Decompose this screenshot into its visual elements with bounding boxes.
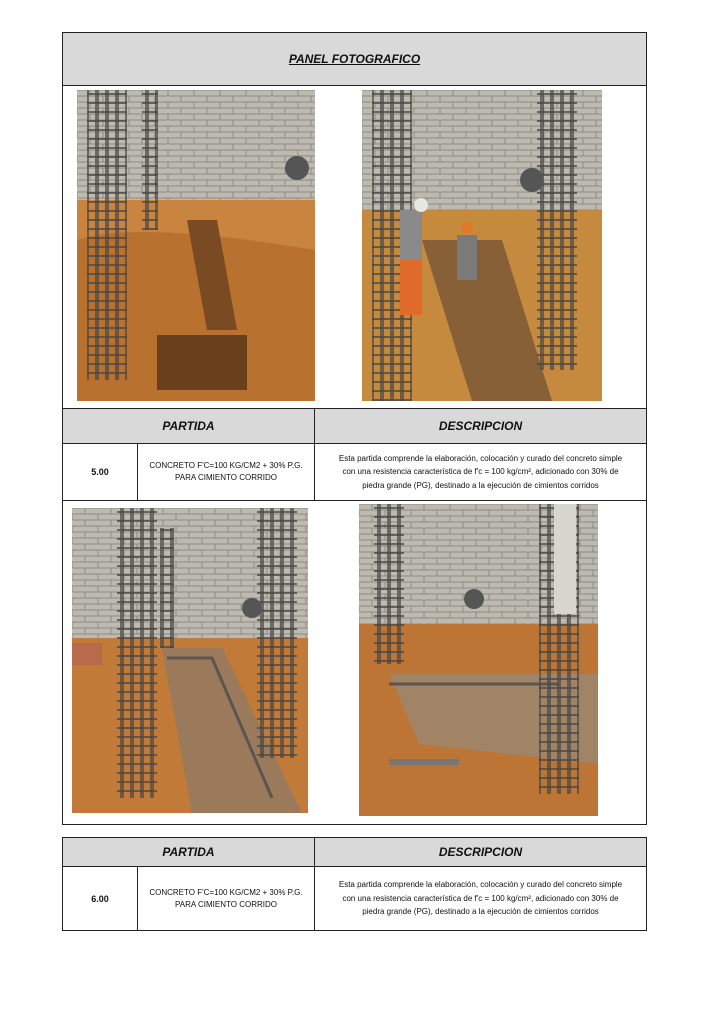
partida-name-line: PARA CIMIENTO CORRIDO xyxy=(175,473,277,482)
partida-name-cell xyxy=(137,866,315,931)
photo-foundation-concrete xyxy=(359,504,598,816)
panel-title-bar xyxy=(62,32,647,86)
description-line: con una resistencia característica de f'c = 100 kg/cm², adicionado con 30% de xyxy=(342,467,619,477)
description-line: piedra grande (PG), destinado a la ejecución de cimientos corridos xyxy=(362,480,599,490)
partida-code: 6.00 xyxy=(91,893,109,904)
partida-name-line: CONCRETO F'C=100 KG/CM2 + 30% P.G. xyxy=(149,461,303,470)
description-line: Esta partida comprende la elaboración, colocación y curado del concreto simple xyxy=(338,880,623,890)
description-line: Esta partida comprende la elaboración, colocación y curado del concreto simple xyxy=(338,453,623,463)
description-line: piedra grande (PG), destinado a la ejecución de cimientos corridos xyxy=(362,907,599,917)
description-cell xyxy=(314,443,647,501)
photo-excavation-trench xyxy=(77,90,315,401)
description-line: con una resistencia característica de f'c = 100 kg/cm², adicionado con 30% de xyxy=(342,893,619,903)
partida-code-cell xyxy=(62,866,138,931)
partida-header: PARTIDA xyxy=(62,408,315,444)
photo-workers-in-trench xyxy=(362,90,602,401)
description-cell xyxy=(314,866,647,931)
descripcion-header: DESCRIPCION xyxy=(314,837,647,867)
partida-header: PARTIDA xyxy=(62,837,315,867)
panel-title: PANEL FOTOGRAFICO xyxy=(288,52,421,66)
partida-code-cell xyxy=(62,443,138,501)
partida-code: 5.00 xyxy=(91,467,109,477)
partida-name-cell xyxy=(137,443,315,501)
descripcion-header: DESCRIPCION xyxy=(314,408,647,444)
photo-rebar-columns-foundation xyxy=(72,508,308,813)
partida-name-line: CONCRETO F'C=100 KG/CM2 + 30% P.G. xyxy=(149,887,303,897)
partida-name-line: PARA CIMIENTO CORRIDO xyxy=(175,899,277,909)
